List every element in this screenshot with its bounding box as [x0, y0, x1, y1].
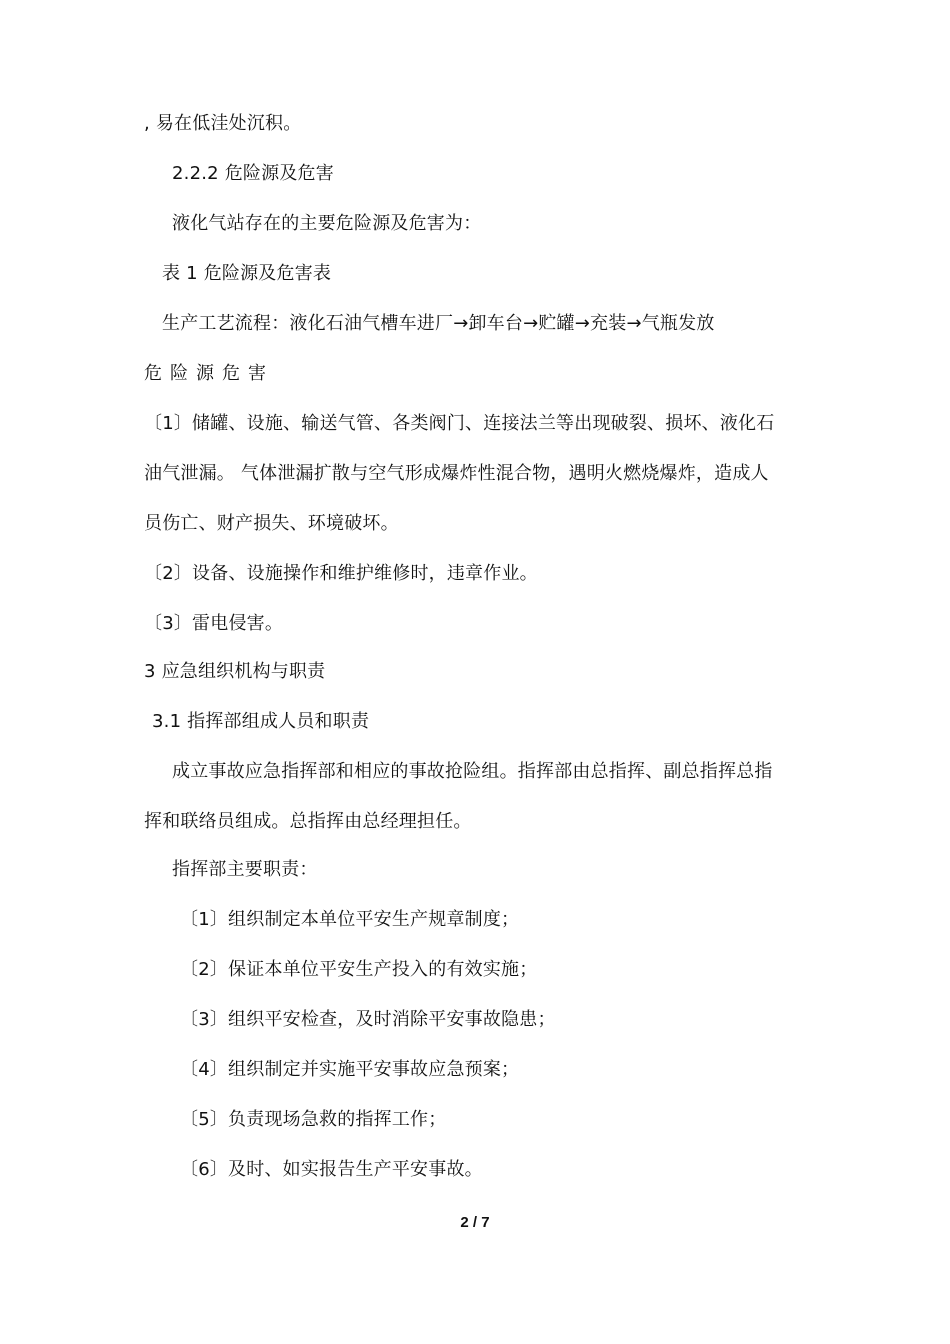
paragraph-intro: 液化气站存在的主要危险源及危害为：	[172, 213, 482, 234]
hazard-item-2: 〔2〕设备、设施操作和维护维修时，违章作业。	[144, 563, 538, 584]
hazard-item-1-line-2: 油气泄漏。 气体泄漏扩散与空气形成爆炸性混合物，遇明火燃烧爆炸，造成人	[144, 463, 769, 484]
paragraph-command-line-1: 成立事故应急指挥部和相应的事故抢险组。指挥部由总指挥、副总指挥总指	[172, 761, 773, 782]
table-caption: 表 1 危险源及危害表	[162, 263, 332, 284]
section-heading-2-2-2: 2.2.2 危险源及危害	[172, 163, 334, 184]
hazard-item-3: 〔3〕雷电侵害。	[144, 613, 284, 634]
duty-item-4: 〔4〕组织制定并实施平安事故应急预案；	[180, 1059, 520, 1080]
duty-item-1: 〔1〕组织制定本单位平安生产规章制度；	[180, 909, 520, 930]
page-number: 2 / 7	[460, 1214, 490, 1231]
hazard-item-1-line-3: 员伤亡、财产损失、环境破坏。	[144, 513, 399, 534]
table-header-hazard: 危险源危害	[144, 363, 274, 384]
duties-heading: 指挥部主要职责：	[172, 859, 318, 880]
section-heading-3: 3 应急组织机构与职责	[144, 661, 326, 682]
duty-item-2: 〔2〕保证本单位平安生产投入的有效实施；	[180, 959, 538, 980]
section-heading-3-1: 3.1 指挥部组成人员和职责	[152, 711, 370, 732]
duty-item-6: 〔6〕及时、如实报告生产平安事故。	[180, 1159, 483, 1180]
process-flow-line: 生产工艺流程：液化石油气槽车进厂→卸车台→贮罐→充装→气瓶发放	[162, 313, 715, 334]
duty-item-3: 〔3〕组织平安检查，及时消除平安事故隐患；	[180, 1009, 556, 1030]
hazard-item-1-line-1: 〔1〕储罐、设施、输送气管、各类阀门、连接法兰等出现破裂、损坏、液化石	[144, 413, 775, 434]
paragraph-command-line-2: 挥和联络员组成。总指挥由总经理担任。	[144, 811, 472, 832]
text-line-continuation: , 易在低洼处沉积。	[144, 113, 302, 134]
duty-item-5: 〔5〕负责现场急救的指挥工作；	[180, 1109, 447, 1130]
